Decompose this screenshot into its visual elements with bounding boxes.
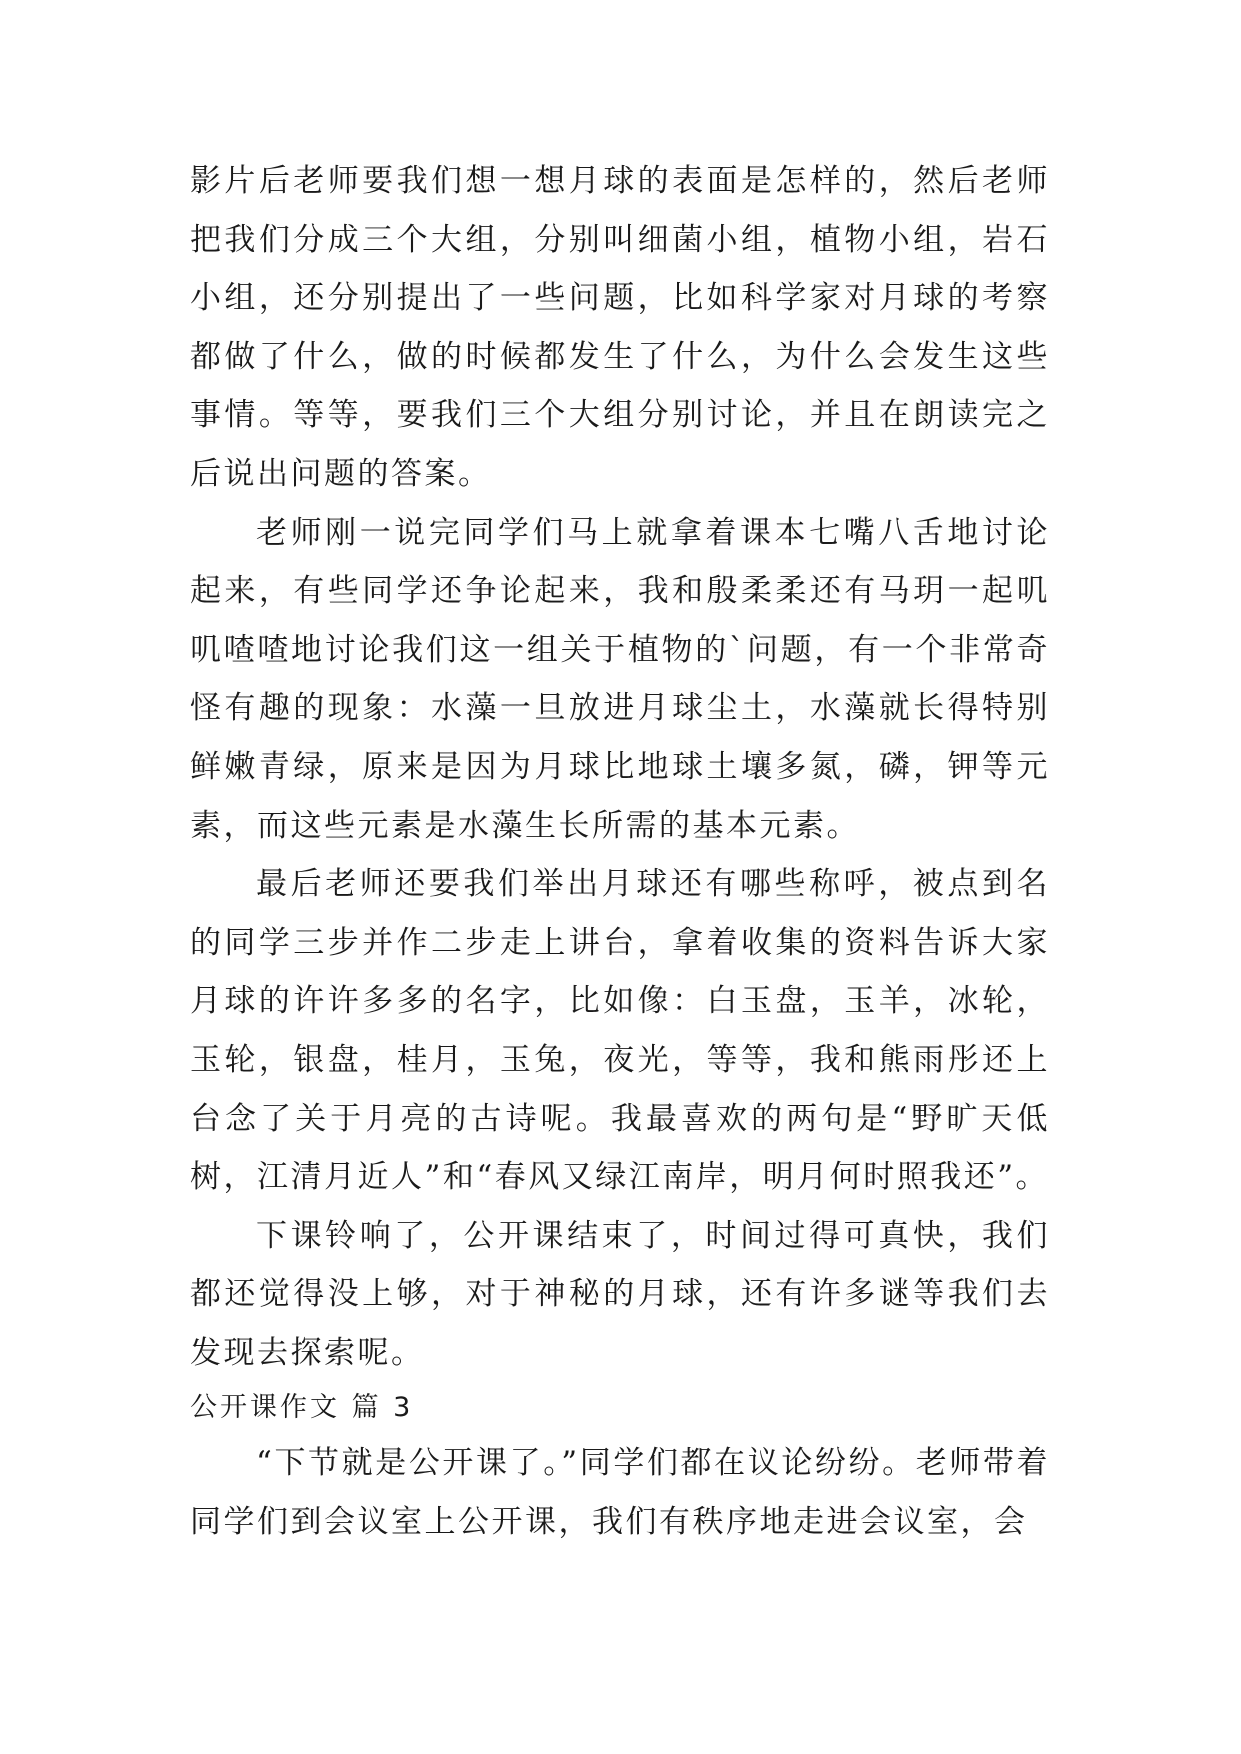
section-heading: 公开课作文 篇 3 xyxy=(190,1392,414,1424)
paragraph: 最后老师还要我们举出月球还有哪些称呼，被点到名的同学三步并作二步走上讲台，拿着收集的资料告诉大家月球的许许多多的名字，比如像：白玉盘，玉羊，冰轮，玉轮，银盘，桂月，玉兔，夜光，等等，我和熊雨彤还上台念了关于月亮的古诗呢。我最喜欢的两句是“野旷天低树，江清月近人”和“春风又绿江南岸，明月何时照我还”。 xyxy=(190,866,1050,1196)
paragraph: 老师刚一说完同学们马上就拿着课本七嘴八舌地讨论起来，有些同学还争论起来，我和殷柔柔还有马玥一起叽叽喳喳地讨论我们这一组关于植物的`问题，有一个非常奇怪有趣的现象：水藻一旦放进月球尘土，水藻就长得特别鲜嫩青绿，原来是因为月球比地球土壤多氮，磷，钾等元素，而这些元素是水藻生长所需的基本元素。 xyxy=(190,514,1050,844)
paragraph: 下课铃响了，公开课结束了，时间过得可真快，我们都还觉得没上够，对于神秘的月球，还有许多谜等我们去发现去探索呢。 xyxy=(190,1217,1050,1371)
paragraph: “下节就是公开课了。”同学们都在议论纷纷。老师带着同学们到会议室上公开课，我们有秩序地走进会议室，会 xyxy=(190,1445,1050,1541)
document-page xyxy=(190,152,1050,1552)
paragraph: 影片后老师要我们想一想月球的表面是怎样的，然后老师把我们分成三个大组，分别叫细菌小组，植物小组，岩石小组，还分别提出了一些问题，比如科学家对月球的考察都做了什么，做的时候都发生了什么，为什么会发生这些事情。等等，要我们三个大组分别讨论，并且在朗读完之后说出问题的答案。 xyxy=(190,163,1050,492)
